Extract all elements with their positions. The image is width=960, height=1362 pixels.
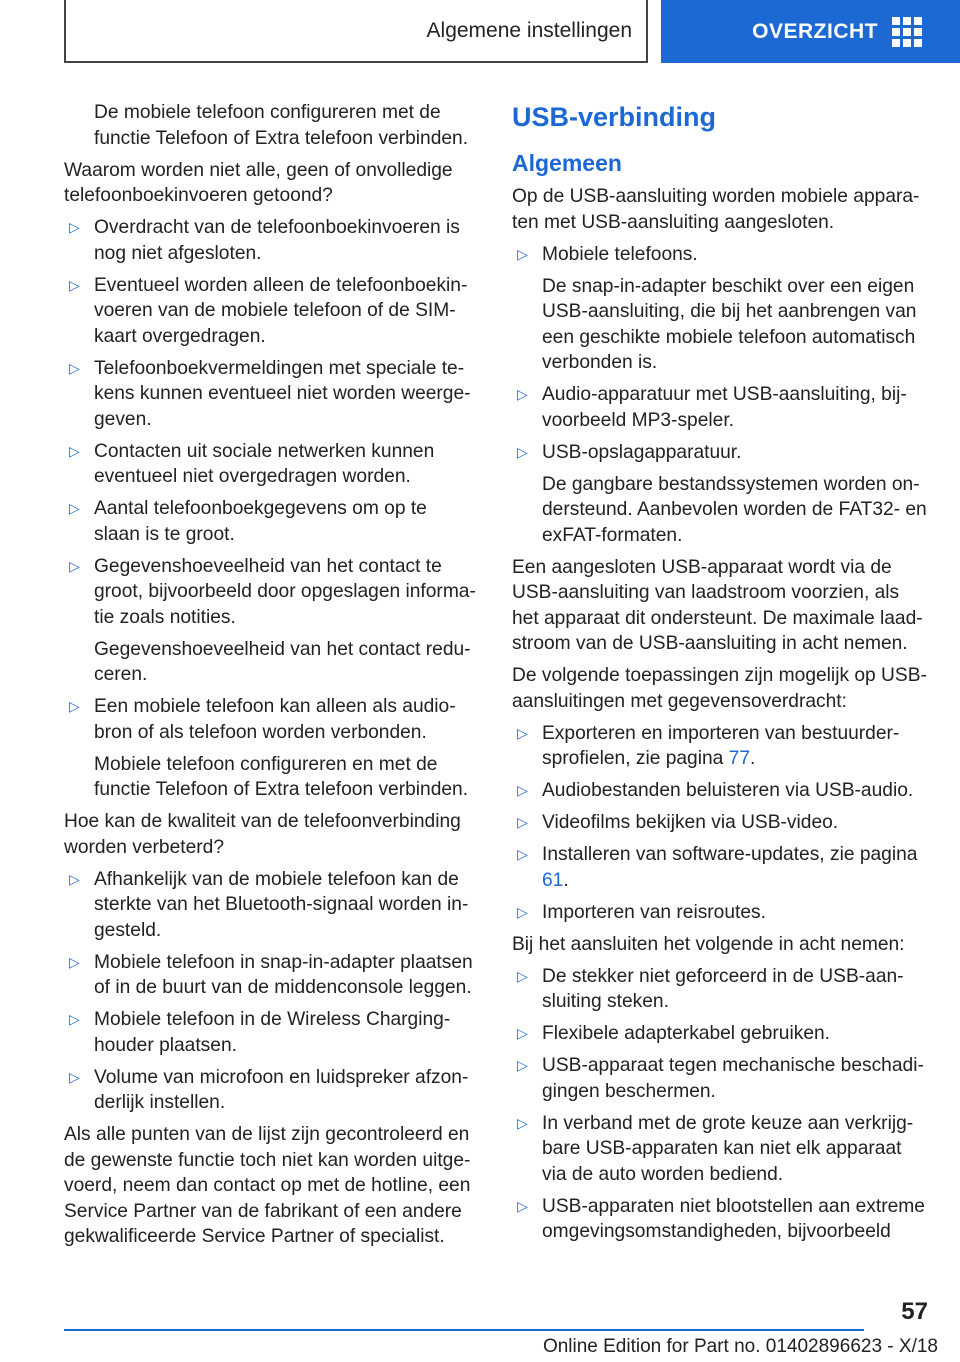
bullet-triangle-icon: ▷ <box>517 782 528 798</box>
list-item: ▷ Telefoonboekvermeldingen met speciale tekens kunnen eventueel niet worden weergegeven. <box>69 357 471 430</box>
bullet-triangle-icon: ▷ <box>69 1011 80 1027</box>
list-item: ▷ USB-opslagapparatuur. De gangbare bestandssystemen worden ondersteund. Aanbevolen worden de FAT32- en exFAT-formaten. <box>512 440 928 549</box>
list-item: ▷ USB-apparaat tegen mechanische beschadigingen beschermen. <box>517 1055 924 1102</box>
list-item-note: Gegevenshoeveelheid van het contact reduceren. <box>94 638 471 685</box>
bullet-triangle-icon: ▷ <box>69 500 80 516</box>
section-heading: USB-verbinding <box>512 102 717 132</box>
list-item: ▷ Aantal telefoonboekgegevens om op te slaan is te groot. <box>69 498 427 545</box>
list-item-note: Mobiele telefoon configureren en met de functie Telefoon of Extra telefoon verbinden. <box>94 753 469 800</box>
bullet-triangle-icon: ▷ <box>517 1197 528 1214</box>
edition-text: Online Edition for Part no. 01402896623 - X/18 <box>542 1336 938 1357</box>
list-item: ▷ Mobiele telefoon in snap-in-adapter plaatsen of in de buurt van de middenconsole leggen. <box>69 951 473 998</box>
list-item: ▷ Een mobiele telefoon kan alleen als audiobron of als telefoon worden verbonden. Mobiele telefoon configureren en met de functie Telefoon of Extra telefoon verbinden. <box>64 694 478 803</box>
list-item: ▷ USB-apparaten niet blootstellen aan extreme omgevingsomstandigheden, bijvoorbeeld <box>517 1195 925 1242</box>
bullet-triangle-icon: ▷ <box>69 698 80 714</box>
footer-divider <box>64 1329 864 1331</box>
page-link-61[interactable]: 61 <box>542 869 564 891</box>
bullet-triangle-icon: ▷ <box>69 953 80 970</box>
question-quality: Hoe kan de kwaliteit van de telefoonverbinding worden verbeterd? <box>64 811 461 858</box>
bullet-triangle-icon: ▷ <box>517 443 528 460</box>
list-item: ▷ Afhankelijk van de mobiele telefoon kan de sterkte van het Bluetooth-signaal worden ingesteld. <box>69 868 469 941</box>
bullet-triangle-icon: ▷ <box>517 386 528 402</box>
right-column <box>512 100 928 1251</box>
bullet-triangle-icon: ▷ <box>69 870 80 887</box>
list-item-note: De snap-in-adapter beschikt over een eigen USB-aansluiting, die bij het aanbrengen van een geschikte mobiele telefoon automatisch verbonden is. <box>542 275 917 373</box>
bullet-triangle-icon: ▷ <box>69 442 80 459</box>
list-item: ▷ Gegevenshoeveelheid van het contact te groot, bijvoorbeeld door opgeslagen informatie zoals notities. Gegevenshoeveelheid van het contact reduceren. <box>64 554 478 688</box>
list-item: ▷ Audiobestanden beluisteren via USB-audio. <box>512 778 928 804</box>
page-link-77[interactable]: 77 <box>728 748 751 769</box>
bullet-triangle-icon: ▷ <box>517 724 528 741</box>
bullet-triangle-icon: ▷ <box>517 1057 528 1073</box>
bullet-triangle-icon: ▷ <box>69 1068 80 1085</box>
bullet-triangle-icon: ▷ <box>517 903 528 920</box>
page-number: 57 <box>901 1298 928 1325</box>
list-item: ▷ Volume van microfoon en luidspreker afzonderlijk instellen. <box>69 1066 469 1113</box>
bullet-triangle-icon: ▷ <box>517 967 528 984</box>
usb-intro-paragraph: Op de USB-aansluiting worden mobiele apparaten met USB-aansluiting aangesloten. <box>512 186 920 233</box>
list-item: ▷ Mobiele telefoon in de Wireless Charging-houder plaatsen. <box>69 1009 451 1056</box>
list-item: ▷ Importeren van reisroutes. <box>512 900 928 926</box>
applications-paragraph: De volgende toepassingen zijn mogelijk op USB-aansluitingen met gegevensoverdracht: <box>512 665 927 712</box>
section-tab[interactable] <box>64 0 648 63</box>
closing-paragraph: Als alle punten van de lijst zijn gecontroleerd en de gewenste functie toch niet kan worden uitgevoerd, neem dan contact op met de hotline, een Service Partner van de fabrikant of een andere gekwalificeerde Service Partner of specialist. <box>64 1124 471 1247</box>
bullet-triangle-icon: ▷ <box>517 1114 528 1131</box>
bullet-triangle-icon: ▷ <box>517 846 528 862</box>
left-column <box>64 100 478 1256</box>
top-navigation <box>0 0 960 66</box>
bullet-triangle-icon: ▷ <box>69 276 80 293</box>
list-item: ▷ Flexibele adapterkabel gebruiken. <box>512 1021 928 1047</box>
question-phonebook: Waarom worden niet alle, geen of onvolledige telefoonboekinvoeren getoond? <box>64 159 453 206</box>
list-item: ▷ Contacten uit sociale netwerken kunnen eventueel niet overgedragen worden. <box>69 440 435 487</box>
list-item: ▷ De stekker niet geforceerd in de USB-aansluiting steken. <box>517 965 904 1012</box>
bullet-triangle-icon: ▷ <box>69 557 80 574</box>
list-item: ▷ Videofilms bekijken via USB-video. <box>512 810 928 836</box>
intro-paragraph: De mobiele telefoon configureren met de functie Telefoon of Extra telefoon verbinden. <box>94 102 469 149</box>
overview-button[interactable] <box>661 0 960 63</box>
bullet-triangle-icon: ▷ <box>69 359 80 376</box>
connecting-paragraph: Bij het aansluiten het volgende in acht nemen: <box>512 933 905 955</box>
list-item: ▷ In verband met de grote keuze aan verkrijgbare USB-apparaten kan niet elk apparaat via de auto worden bediend. <box>517 1112 914 1185</box>
list-item-note: De gangbare bestandssystemen worden ondersteund. Aanbevolen worden de FAT32- en exFAT-formaten. <box>542 473 927 546</box>
bullet-triangle-icon: ▷ <box>69 219 80 235</box>
list-item: ▷ Exporteren en importeren van bestuurdersprofielen, zie pagina 77. <box>517 722 900 769</box>
bullet-triangle-icon: ▷ <box>517 245 528 262</box>
bullet-triangle-icon: ▷ <box>517 814 528 830</box>
charging-paragraph: Een aangesloten USB-apparaat wordt via de USB-aansluiting van laadstroom voorzien, als het apparaat dit ondersteunt. De maximale laadstroom van de USB-aansluiting in acht nemen. <box>512 556 923 654</box>
overview-label: OVERZICHT <box>752 19 878 43</box>
list-item: ▷ Audio-apparatuur met USB-aansluiting, bijvoorbeeld MP3-speler. <box>517 384 907 431</box>
list-item: ▷ Installeren van software-updates, zie pagina 61. <box>517 844 918 891</box>
subsection-heading: Algemeen <box>512 150 622 176</box>
grid-icon <box>892 17 922 47</box>
section-title: Algemene instellingen <box>426 18 632 42</box>
list-item: ▷ Mobiele telefoons. De snap-in-adapter beschikt over een eigen USB-aansluiting, die bij het aanbrengen van een geschikte mobiele telefoon automatisch verbonden is. <box>512 242 928 376</box>
bullet-triangle-icon: ▷ <box>517 1025 528 1041</box>
list-item: ▷ Overdracht van de telefoonboekinvoeren is nog niet afgesloten. <box>69 217 460 264</box>
list-item: ▷ Eventueel worden alleen de telefoonboekinvoeren van de mobiele telefoon of de SIM-kaart overgedragen. <box>69 274 468 347</box>
